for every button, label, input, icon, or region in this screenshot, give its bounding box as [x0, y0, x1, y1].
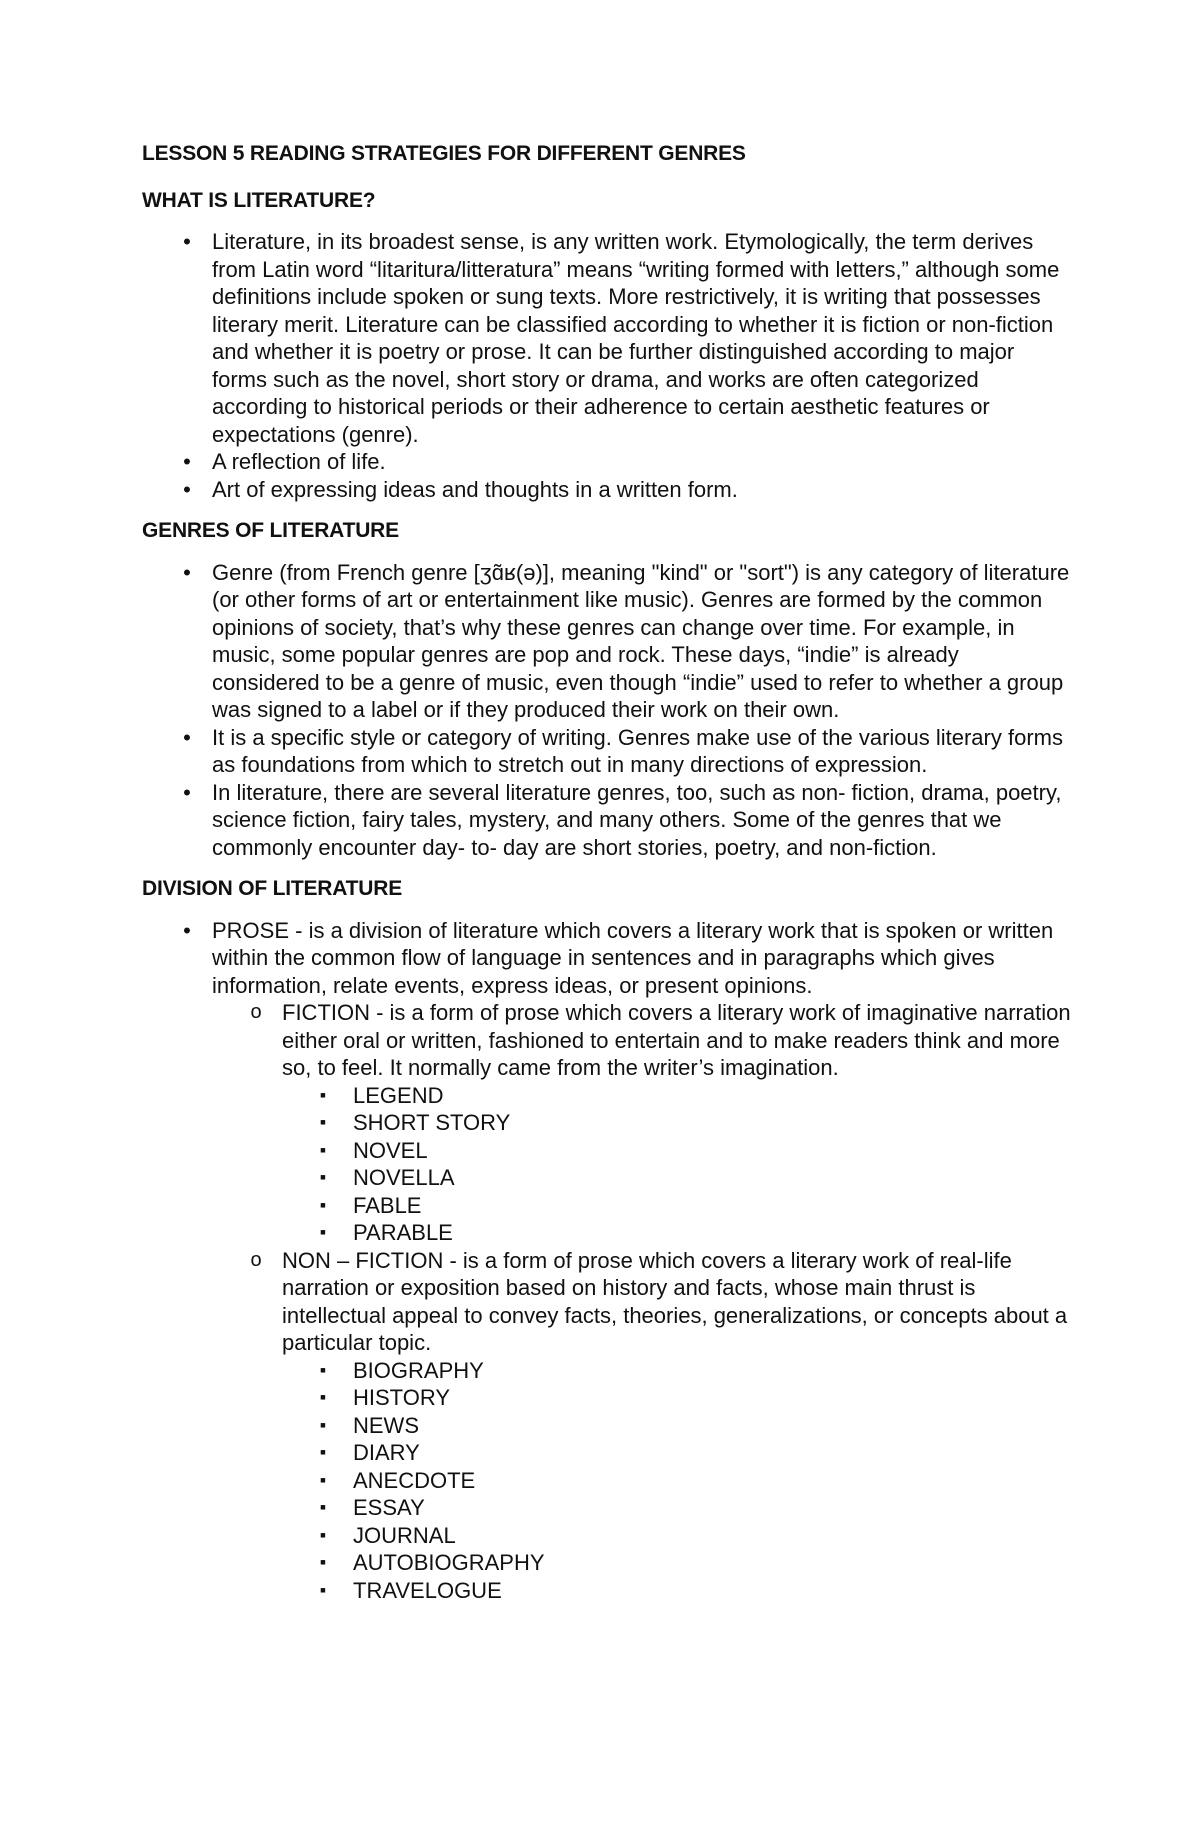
square-bullet-icon: ▪: [319, 1552, 327, 1572]
fiction-type: SHORT STORY: [353, 1110, 511, 1135]
square-bullet-icon: ▪: [319, 1387, 327, 1407]
genres-list: [142, 559, 1072, 862]
nonfiction-type: BIOGRAPHY: [353, 1357, 484, 1383]
nonfiction-type: TRAVELOGUE: [353, 1577, 502, 1603]
section-heading-what-is-literature: WHAT IS LITERATURE?: [142, 188, 376, 212]
circle-bullet-icon: o: [250, 1001, 262, 1023]
section-heading-division: DIVISION OF LITERATURE: [142, 877, 403, 900]
square-bullet-icon: ▪: [319, 1084, 327, 1105]
bullet-icon: •: [183, 476, 191, 502]
square-bullet-icon: ▪: [319, 1524, 327, 1545]
list-item: [282, 1164, 1072, 1192]
list-item: [142, 724, 1072, 779]
list-item: [282, 1522, 1072, 1550]
list-item-prose: [142, 917, 1072, 1605]
division-list: [142, 917, 1072, 1605]
square-bullet-icon: ▪: [319, 1139, 327, 1160]
list-item-text: Genre (from French genre [ʒɑ̃ʁ(ə)], meaning "kind" or "sort") is any category of literature (or other forms of art or entertainment like music). Genres are formed by the common opinions of society, that’s why these genres can change over time. For example, in music, some popular genres are pop and rock. These days, “indie” is already considered to be a genre of music, even though “indie” used to refer to whether a group was signed to a label or if they produced their work on their own.: [212, 559, 1070, 722]
square-bullet-icon: ▪: [319, 1167, 327, 1187]
list-item-text: It is a specific style or category of writing. Genres make use of the various literary forms as foundations from which to stretch out in many directions of expression.: [212, 724, 1063, 777]
list-item: [282, 1577, 1072, 1605]
square-bullet-icon: ▪: [319, 1414, 327, 1435]
nonfiction-text: NON – FICTION - is a form of prose which covers a literary work of real-life narration or exposition based on history and facts, whose main thrust is intellectual appeal to convey facts, theories, generalizations, or concepts about a particular topic.: [282, 1247, 1068, 1355]
square-bullet-icon: ▪: [319, 1497, 327, 1517]
square-bullet-icon: ▪: [319, 1579, 327, 1600]
fiction-type: PARABLE: [353, 1220, 453, 1245]
list-item: [282, 1082, 1072, 1110]
nonfiction-type: ANECDOTE: [353, 1467, 476, 1493]
list-item: [142, 559, 1072, 724]
bullet-icon: •: [183, 449, 191, 474]
list-item: [142, 779, 1072, 862]
list-item-text: A reflection of life.: [212, 449, 386, 474]
prose-text: PROSE - is a division of literature which covers a literary work that is spoken or written within the common flow of language in sentences and in paragraphs which gives information, relate events, express ideas, or present opinions.: [212, 917, 1054, 998]
list-item: [142, 448, 1072, 476]
nonfiction-type: DIARY: [353, 1440, 420, 1465]
square-bullet-icon: ▪: [319, 1359, 327, 1380]
square-bullet-icon: ▪: [319, 1469, 327, 1490]
fiction-type: FABLE: [353, 1192, 422, 1218]
bullet-icon: •: [183, 724, 191, 750]
list-item: [282, 1192, 1072, 1220]
what-is-literature-list: [142, 228, 1072, 503]
list-item-nonfiction: [212, 1247, 1072, 1605]
list-item: [282, 1219, 1072, 1247]
square-bullet-icon: ▪: [319, 1194, 327, 1215]
fiction-type: LEGEND: [353, 1082, 444, 1108]
nonfiction-type: ESSAY: [353, 1495, 425, 1520]
list-item: [142, 228, 1072, 448]
bullet-icon: •: [183, 229, 191, 254]
fiction-type: NOVEL: [353, 1137, 428, 1163]
square-bullet-icon: ▪: [319, 1112, 327, 1132]
nonfiction-type: AUTOBIOGRAPHY: [353, 1550, 545, 1575]
nonfiction-type: NEWS: [353, 1412, 419, 1438]
nonfiction-type: JOURNAL: [353, 1522, 456, 1548]
list-item: [142, 476, 1072, 504]
list-item-text: Art of expressing ideas and thoughts in a written form.: [212, 476, 738, 502]
list-item-fiction: [212, 999, 1072, 1247]
bullet-icon: •: [183, 917, 191, 943]
list-item: [282, 1109, 1072, 1137]
fiction-types-list: [282, 1082, 1072, 1247]
list-item: [282, 1439, 1072, 1467]
fiction-text: FICTION - is a form of prose which covers a literary work of imaginative narration either oral or written, fashioned to entertain and to make readers think and more so, to feel. It normally came from the writer’s imagination.: [282, 1000, 1071, 1080]
nonfiction-types-list: [282, 1357, 1072, 1605]
list-item: [282, 1494, 1072, 1522]
list-item: [282, 1467, 1072, 1495]
list-item: [282, 1549, 1072, 1577]
nonfiction-type: HISTORY: [353, 1385, 450, 1410]
list-item: [282, 1137, 1072, 1165]
list-item: [282, 1357, 1072, 1385]
circle-bullet-icon: o: [250, 1248, 262, 1271]
list-item-text: Literature, in its broadest sense, is any written work. Etymologically, the term derives from Latin word “litaritura/litteratura” means “writing formed with letters,” although some definitions include spoken or sung texts. More restrictively, it is writing that possesses literary merit. Literature can be classified according to whether it is fiction or non-fiction and whether it is poetry or prose. It can be further distinguished according to major forms such as the novel, short story or drama, and works are often categorized according to historical periods or their adherence to certain aesthetic features or expectations (genre).: [212, 229, 1060, 447]
list-item: [282, 1384, 1072, 1412]
bullet-icon: •: [183, 779, 191, 805]
section-heading-genres: GENRES OF LITERATURE: [142, 519, 399, 542]
square-bullet-icon: ▪: [319, 1442, 327, 1462]
list-item-text: In literature, there are several literature genres, too, such as non- fiction, drama, poetry, science fiction, fairy tales, mystery, and many others. Some of the genres that we commonly encounter day- to- day are short stories, poetry, and non-fiction.: [212, 779, 1062, 860]
prose-sublist: [212, 999, 1072, 1604]
square-bullet-icon: ▪: [319, 1222, 327, 1242]
lesson-title: LESSON 5 READING STRATEGIES FOR DIFFERENT GENRES: [142, 142, 746, 165]
document-body: [142, 140, 1072, 1604]
bullet-icon: •: [183, 559, 191, 585]
list-item: [282, 1412, 1072, 1440]
fiction-type: NOVELLA: [353, 1165, 455, 1190]
